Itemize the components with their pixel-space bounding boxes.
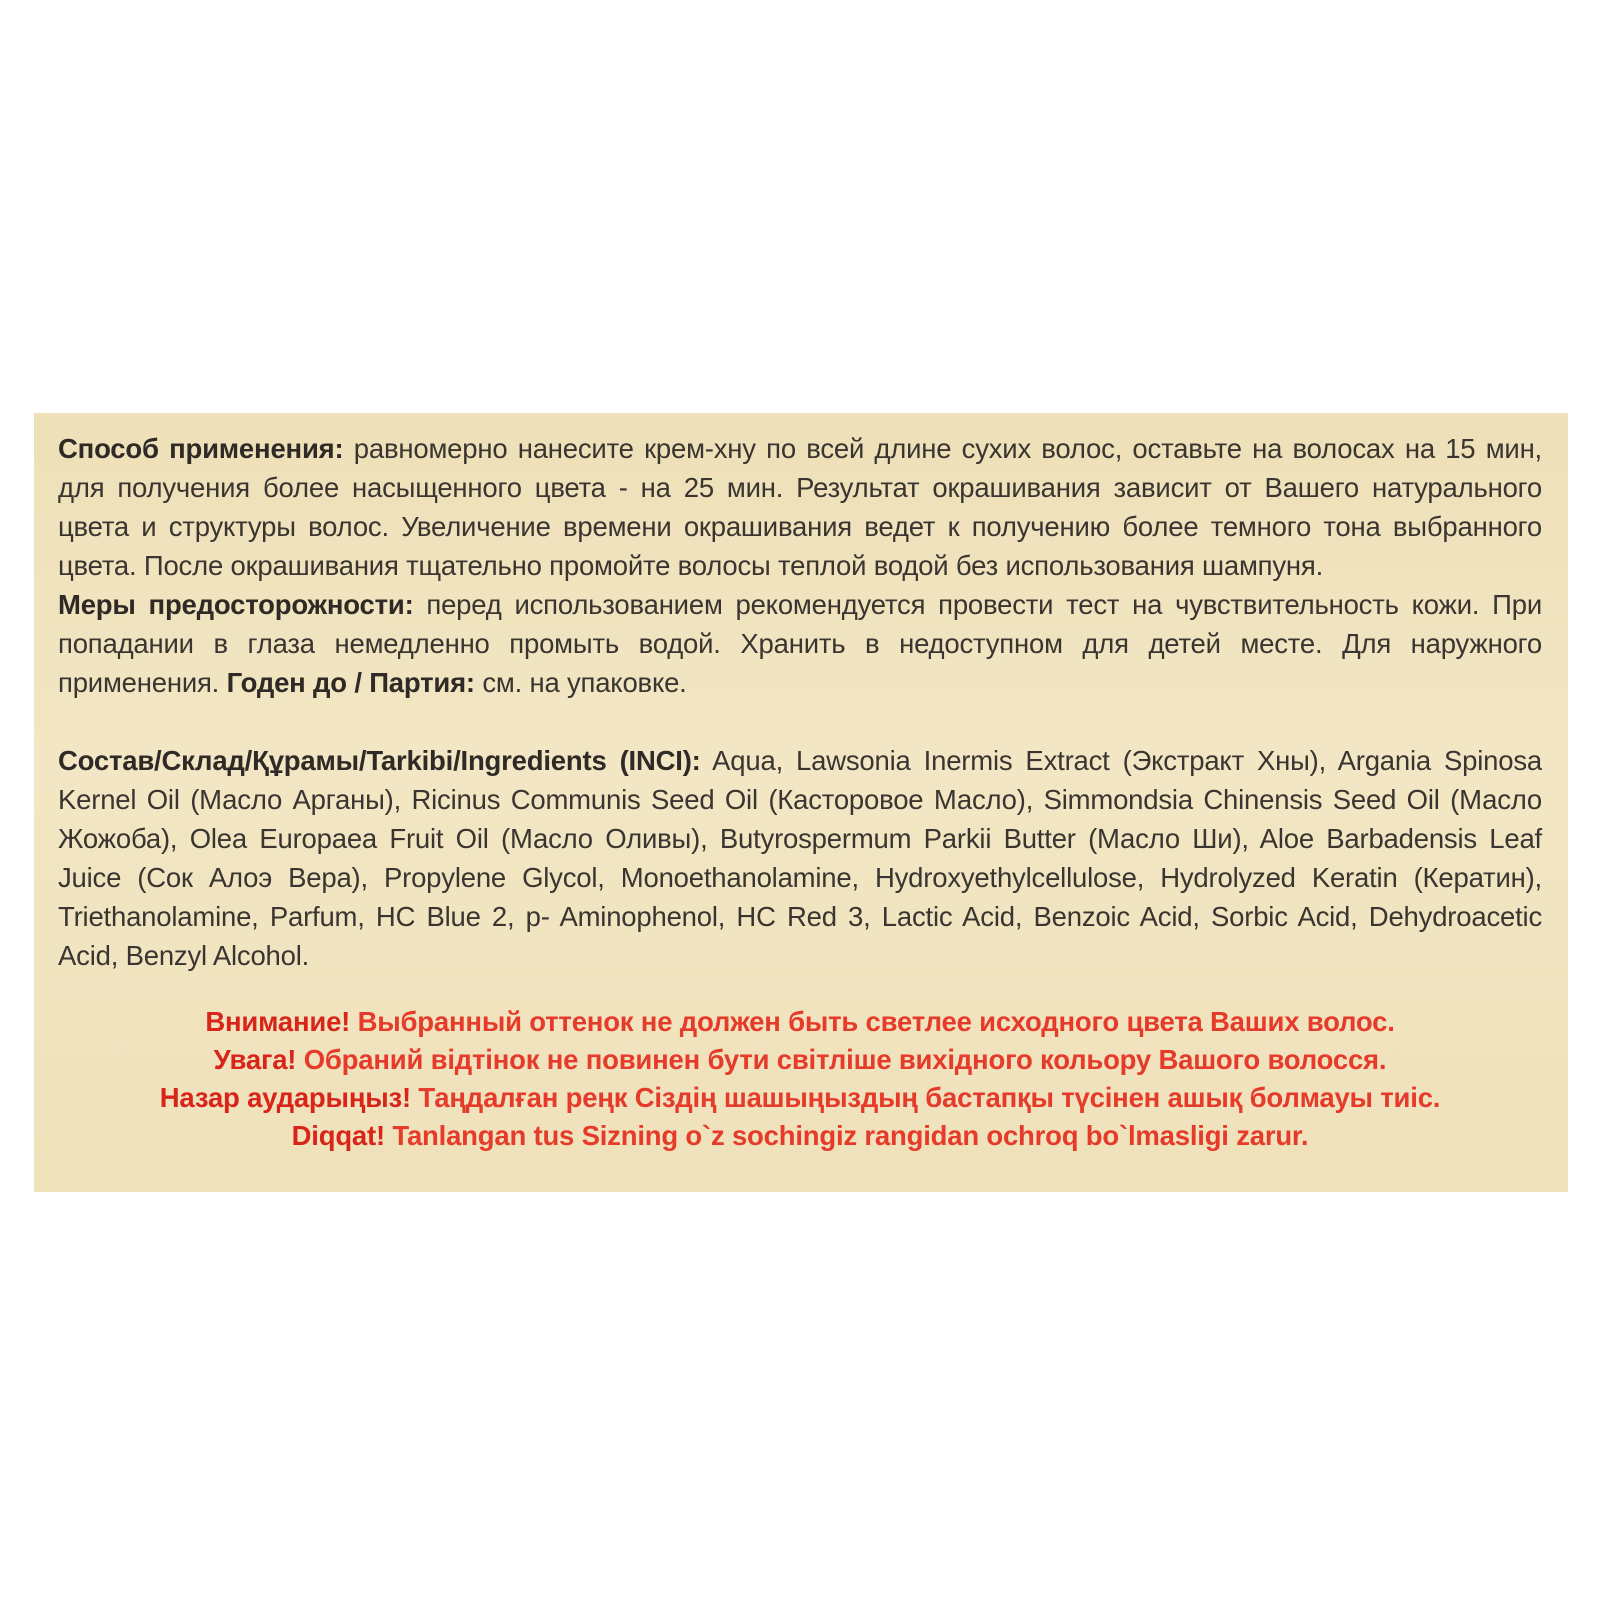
- warning-line-uk: [58, 1041, 1542, 1079]
- usage-heading: Способ применения:: [58, 433, 344, 464]
- precautions: [58, 585, 1542, 702]
- ingredients: [58, 741, 1542, 975]
- precautions-text: перед использованием рекомендуется провести тест на чувствительность кожи. При попадании в глаза немедленно промыть водой. Хранить в недоступном для детей месте. Для наружного применения.: [58, 589, 1542, 698]
- expiry-text: см. на упаковке.: [474, 667, 687, 698]
- warning-line-ru: [58, 1003, 1542, 1041]
- ingredients-heading: Состав/Склад/Құрамы/Tarkibi/Ingredients (INCI):: [58, 745, 701, 776]
- warnings-block: [58, 1003, 1542, 1155]
- warning-lead: Diqqat!: [291, 1120, 385, 1151]
- precautions-heading: Меры предосторожности:: [58, 589, 414, 620]
- usage-instructions: [58, 429, 1542, 585]
- product-label-panel: [34, 413, 1568, 1192]
- warning-text: Обраний відтінок не повинен бути світліше вихідного кольору Вашого волосся.: [296, 1044, 1387, 1075]
- warning-text: Таңдалған реңк Сіздің шашыңыздың бастапқы түсінен ашық болмауы тиіс.: [410, 1082, 1441, 1113]
- warning-lead: Увага!: [213, 1044, 297, 1075]
- section-spacer: [58, 702, 1542, 741]
- usage-text: равномерно нанесите крем-хну по всей длине сухих волос, оставьте на волосах на 15 мин, для получения более насыщенного цвета - на 25 мин. Результат окрашивания зависит от Вашего натурального цвета и структуры волос. Увеличение времени окрашивания ведет к получению более темного тона выбранного цвета. После окрашивания тщательно промойте волосы теплой водой без использования шампуня.: [58, 433, 1542, 581]
- warning-text: Выбранный оттенок не должен быть светлее исходного цвета Ваших волос.: [350, 1006, 1395, 1037]
- ingredients-text: Aqua, Lawsonia Inermis Extract (Экстракт Хны), Argania Spinosa Kernel Oil (Масло Арганы), Ricinus Communis Seed Oil (Касторовое Масло), Simmondsia Chinensis Seed Oil (Масло Жожоба), Olea Europaea Fruit Oil (Масло Оливы), Butyrospermum Parkii Butter (Масло Ши), Aloe Barbadensis Leaf Juice (Сок Алоэ Вера), Propylene Glycol, Monoethanolamine, Hydroxyethylcellulose, Hydrolyzed Keratin (Кератин), Triethanolamine, Parfum, HC Blue 2, p- Aminophenol, HC Red 3, Lactic Acid, Benzoic Acid, Sorbic Acid, Dehydroacetic Acid, Benzyl Alcohol.: [58, 745, 1542, 971]
- expiry-heading: Годен до / Партия:: [226, 667, 475, 698]
- warning-line-kk: [58, 1079, 1542, 1117]
- warning-line-uz: [58, 1117, 1542, 1155]
- warning-lead: Назар аударыңыз!: [159, 1082, 411, 1113]
- warning-lead: Внимание!: [205, 1006, 351, 1037]
- warning-text: Tanlangan tus Sizning o`z sochingiz rangidan ochroq bo`lmasligi zarur.: [384, 1120, 1309, 1151]
